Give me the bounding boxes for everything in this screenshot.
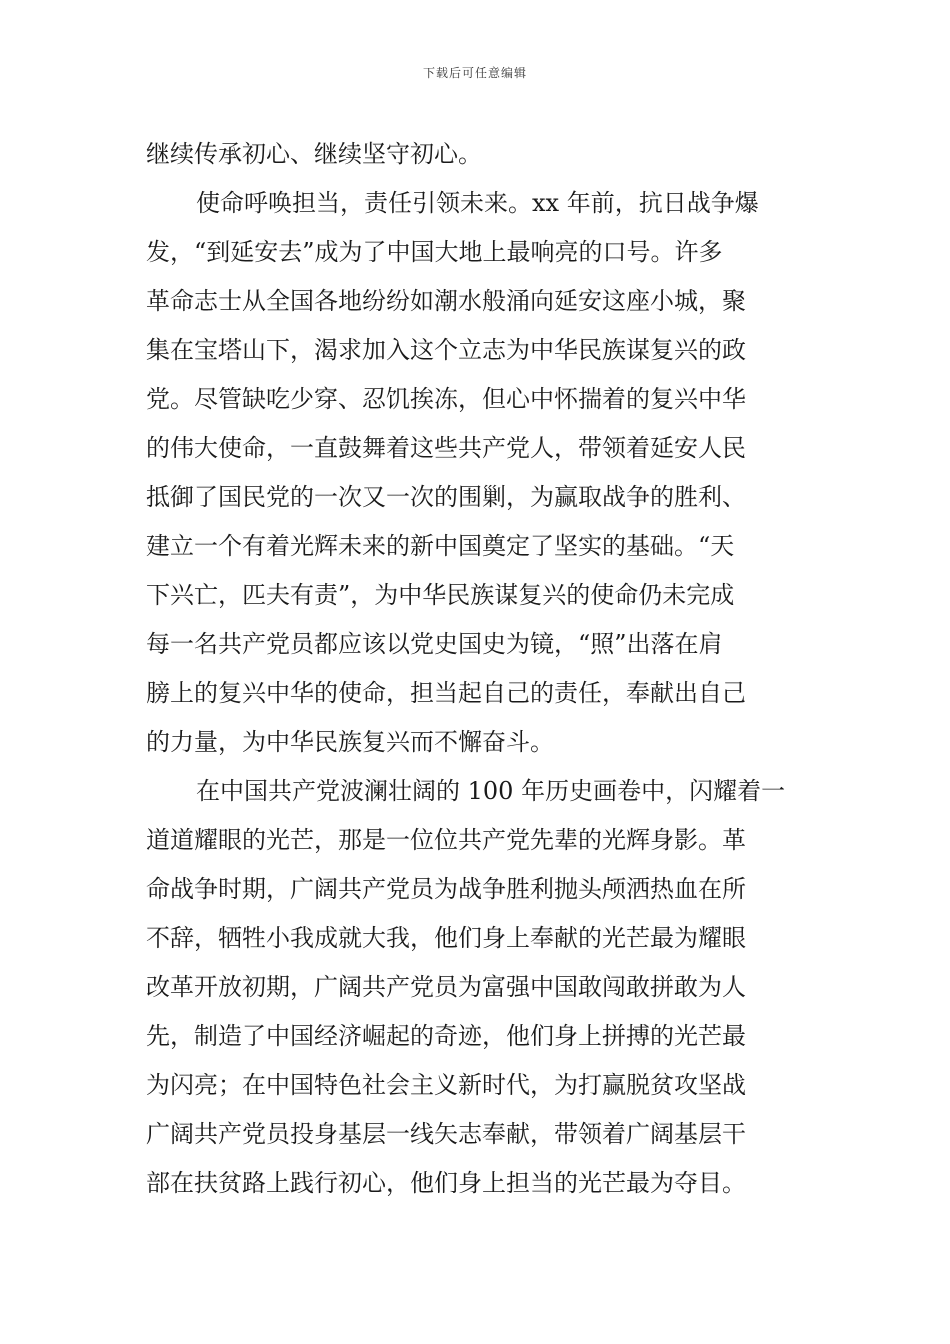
text-line: 部在扶贫路上践行初心，他们身上担当的光芒最为夺目。 [146,1169,746,1197]
text-line: 下兴亡，匹夫有责”，为中华民族谋复兴的使命仍未完成 [146,581,735,609]
text-line: 广阔共产党员投身基层一线矢志奉献，带领着广阔基层干 [146,1120,746,1148]
text-line: 发，“到延安去”成为了中国大地上最响亮的口号。许多 [146,238,723,266]
text-line: 改革开放初期，广阔共产党员为富强中国敢闯敢拼敢为人 [146,973,746,1001]
text-line: 为闪亮；在中国特色社会主义新时代，为打赢脱贫攻坚战 [146,1071,746,1099]
text-line: 膀上的复兴中华的使命，担当起自己的责任，奉献出自己 [146,679,746,707]
text-line: 集在宝塔山下，渴求加入这个立志为中华民族谋复兴的政 [146,336,746,364]
text-line: 先，制造了中国经济崛起的奇迹，他们身上拼搏的光芒最 [146,1022,746,1050]
text-line: 建立一个有着光辉未来的新中国奠定了坚实的基础。“天 [146,532,735,560]
text-line: 的力量，为中华民族复兴而不懈奋斗。 [146,728,554,756]
text-line: 革命志士从全国各地纷纷如潮水般涌向延安这座小城，聚 [146,287,746,315]
text-line: 每一名共产党员都应该以党史国史为镜，“照”出落在肩 [146,630,723,658]
text-line: 继续传承初心、继续坚守初心。 [146,140,482,168]
page-header: 下载后可任意编辑 [422,66,527,80]
text-line: 命战争时期，广阔共产党员为战争胜利抛头颅洒热血在所 [146,875,746,903]
text-line: 不辞，牺牲小我成就大我，他们身上奉献的光芒最为耀眼 [146,924,746,952]
text-line: 道道耀眼的光芒，那是一位位共产党先辈的光辉身影。革 [146,826,746,854]
document-body [146,130,811,1208]
text-line: 党。尽管缺吃少穿、忍饥挨冻，但心中怀揣着的复兴中华 [146,385,746,413]
text-line: 抵御了国民党的一次又一次的围剿，为赢取战争的胜利、 [146,483,746,511]
text-line: 的伟大使命，一直鼓舞着这些共产党人，带领着延安人民 [146,434,746,462]
text-line: 使命呼唤担当，责任引领未来。xx 年前，抗日战争爆 [196,189,759,217]
text-line: 在中国共产党波澜壮阔的 100 年历史画卷中，闪耀着一 [196,777,786,805]
